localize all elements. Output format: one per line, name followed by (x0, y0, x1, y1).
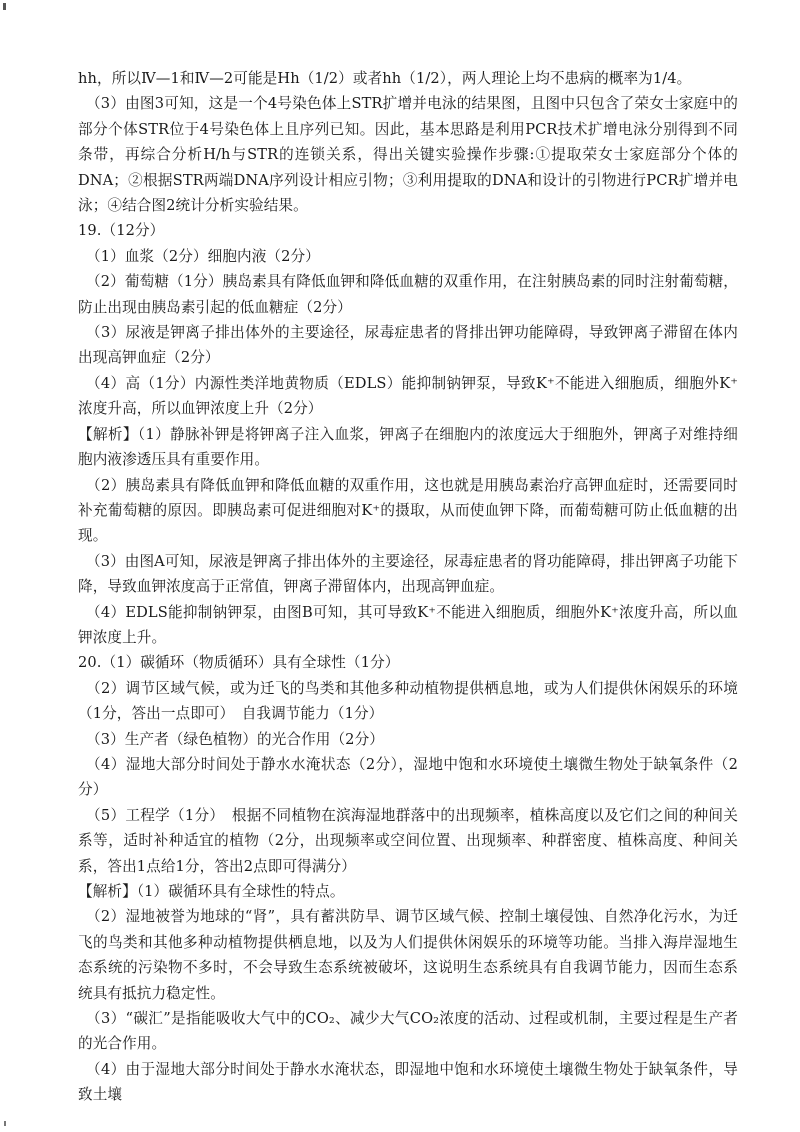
q18-continued-line: hh，所以Ⅳ—1和Ⅳ—2可能是Hh（1/2）或者hh（1/2），两人理论上均不患病的概率为1/4。 (78, 70, 692, 87)
q19-analysis-part3: （3）由图A可知，尿液是钾离子排出体外的主要途径，尿毒症患者的肾功能障碍，排出钾离子功能下降，导致血钾浓度高于正常值，钾离子滞留体内，出现高钾血症。 (78, 552, 738, 596)
q19-part3-answer: （3）尿液是钾离子排出体外的主要途径，尿毒症患者的肾排出钾功能障碍，导致钾离子滞留在体内出现高钾血症（2分） (78, 324, 738, 367)
scan-corner-mark (3, 3, 6, 10)
q19-analysis-part1: 【解析】（1）静脉补钾是将钾离子注入血浆，钾离子在细胞内的浓度远大于细胞外，钾离子对维持细胞内液渗透压具有重要作用。 (78, 425, 738, 469)
q20-analysis-part1: 【解析】（1）碳循环具有全球性的特点。 (78, 883, 345, 900)
q19-heading: 19.（12分） (78, 222, 165, 240)
q20-part4-answer: （4）湿地大部分时间处于静水水淹状态（2分），湿地中饱和水环境使土壤微生物处于缺氧条件（2分） (78, 755, 738, 799)
answer-document (78, 66, 738, 1108)
q19-part4-answer: （4）高（1分）内源性类洋地黄物质（EDLS）能抑制钠钾泵，导致K⁺不能进入细胞质，细胞外K⁺浓度升高，所以血钾浓度上升（2分） (78, 374, 738, 418)
q20-part1-answer: 20.（1）碳循环（物质循环）具有全球性（1分） (78, 654, 400, 672)
q20-analysis-part3: （3）“碳汇”是指能吸收大气中的CO₂、减少大气CO₂浓度的活动、过程或机制，主要过程是生产者的光合作用。 (78, 1010, 738, 1053)
q20-part5-answer: （5）工程学（1分） 根据不同植物在滨海湿地群落中的出现频率，植株高度以及它们之间的种间关系等，适时补种适宜的植物（2分，出现频率或空间位置、出现频率、种群密度、植株高度、种间关系，答出1点给1分，答出2点即可得满分） (78, 806, 738, 875)
q20-analysis-part2: （2）湿地被誉为地球的“肾”，具有蓄洪防旱、调节区域气候、控制土壤侵蚀、自然净化污水，为迁飞的鸟类和其他多种动植物提供栖息地，以及为人们提供休闲娱乐的环境等功能。当排入海岸湿地生态系统的污染物不多时，不会导致生态系统被破坏，这说明生态系统具有自我调节能力，因而生态系统具有抵抗力稳定性。 (78, 908, 738, 1002)
q18-part3-answer: （3）由图3可知，这是一个4号染色体上STR扩增并电泳的结果图，且图中只包含了荣女士家庭中的部分个体STR位于4号染色体上且序列已知。因此，基本思路是利用PCR技术扩增电泳分别得到不同条带，再综合分析H/h与STR的连锁关系，得出关键实验操作步骤:①提取荣女士家庭部分个体的DNA；②根据STR两端DNA序列设计相应引物；③利用提取的DNA和设计的引物进行PCR扩增并电泳；④结合图2统计分析实验结果。 (78, 95, 738, 215)
q19-part1-answer: （1）血浆（2分）细胞内液（2分） (86, 247, 320, 265)
q20-part3-answer: （3）生产者（绿色植物）的光合作用（2分） (86, 730, 384, 748)
q20-part2-answer: （2）调节区域气候，或为迁飞的鸟类和其他多种动植物提供栖息地，或为人们提供休闲娱乐的环境（1分，答出一点即可） 自我调节能力（1分） (78, 679, 738, 723)
q19-part2-answer: （2）葡萄糖（1分）胰岛素具有降低血钾和降低血糖的双重作用，在注射胰岛素的同时注射葡萄糖，防止出现由胰岛素引起的低血糖症（2分） (78, 273, 738, 316)
q19-analysis-part2: （2）胰岛素具有降低血钾和降低血糖的双重作用，这也就是用胰岛素治疗高钾血症时，还需要同时补充葡萄糖的原因。即胰岛素可促进细胞对K⁺的摄取，从而使血钾下降，而葡萄糖可防止低血糖的出现。 (78, 476, 738, 545)
q19-analysis-part4: （4）EDLS能抑制钠钾泵，由图B可知，其可导致K⁺不能进入细胞质，细胞外K⁺浓度升高，所以血钾浓度上升。 (78, 603, 738, 646)
q20-analysis-part4: （4）由于湿地大部分时间处于静水水淹状态，即湿地中饱和水环境使土壤微生物处于缺氧条件，导致土壤 (78, 1060, 738, 1104)
scan-corner-mark-bottom (4, 1121, 6, 1126)
